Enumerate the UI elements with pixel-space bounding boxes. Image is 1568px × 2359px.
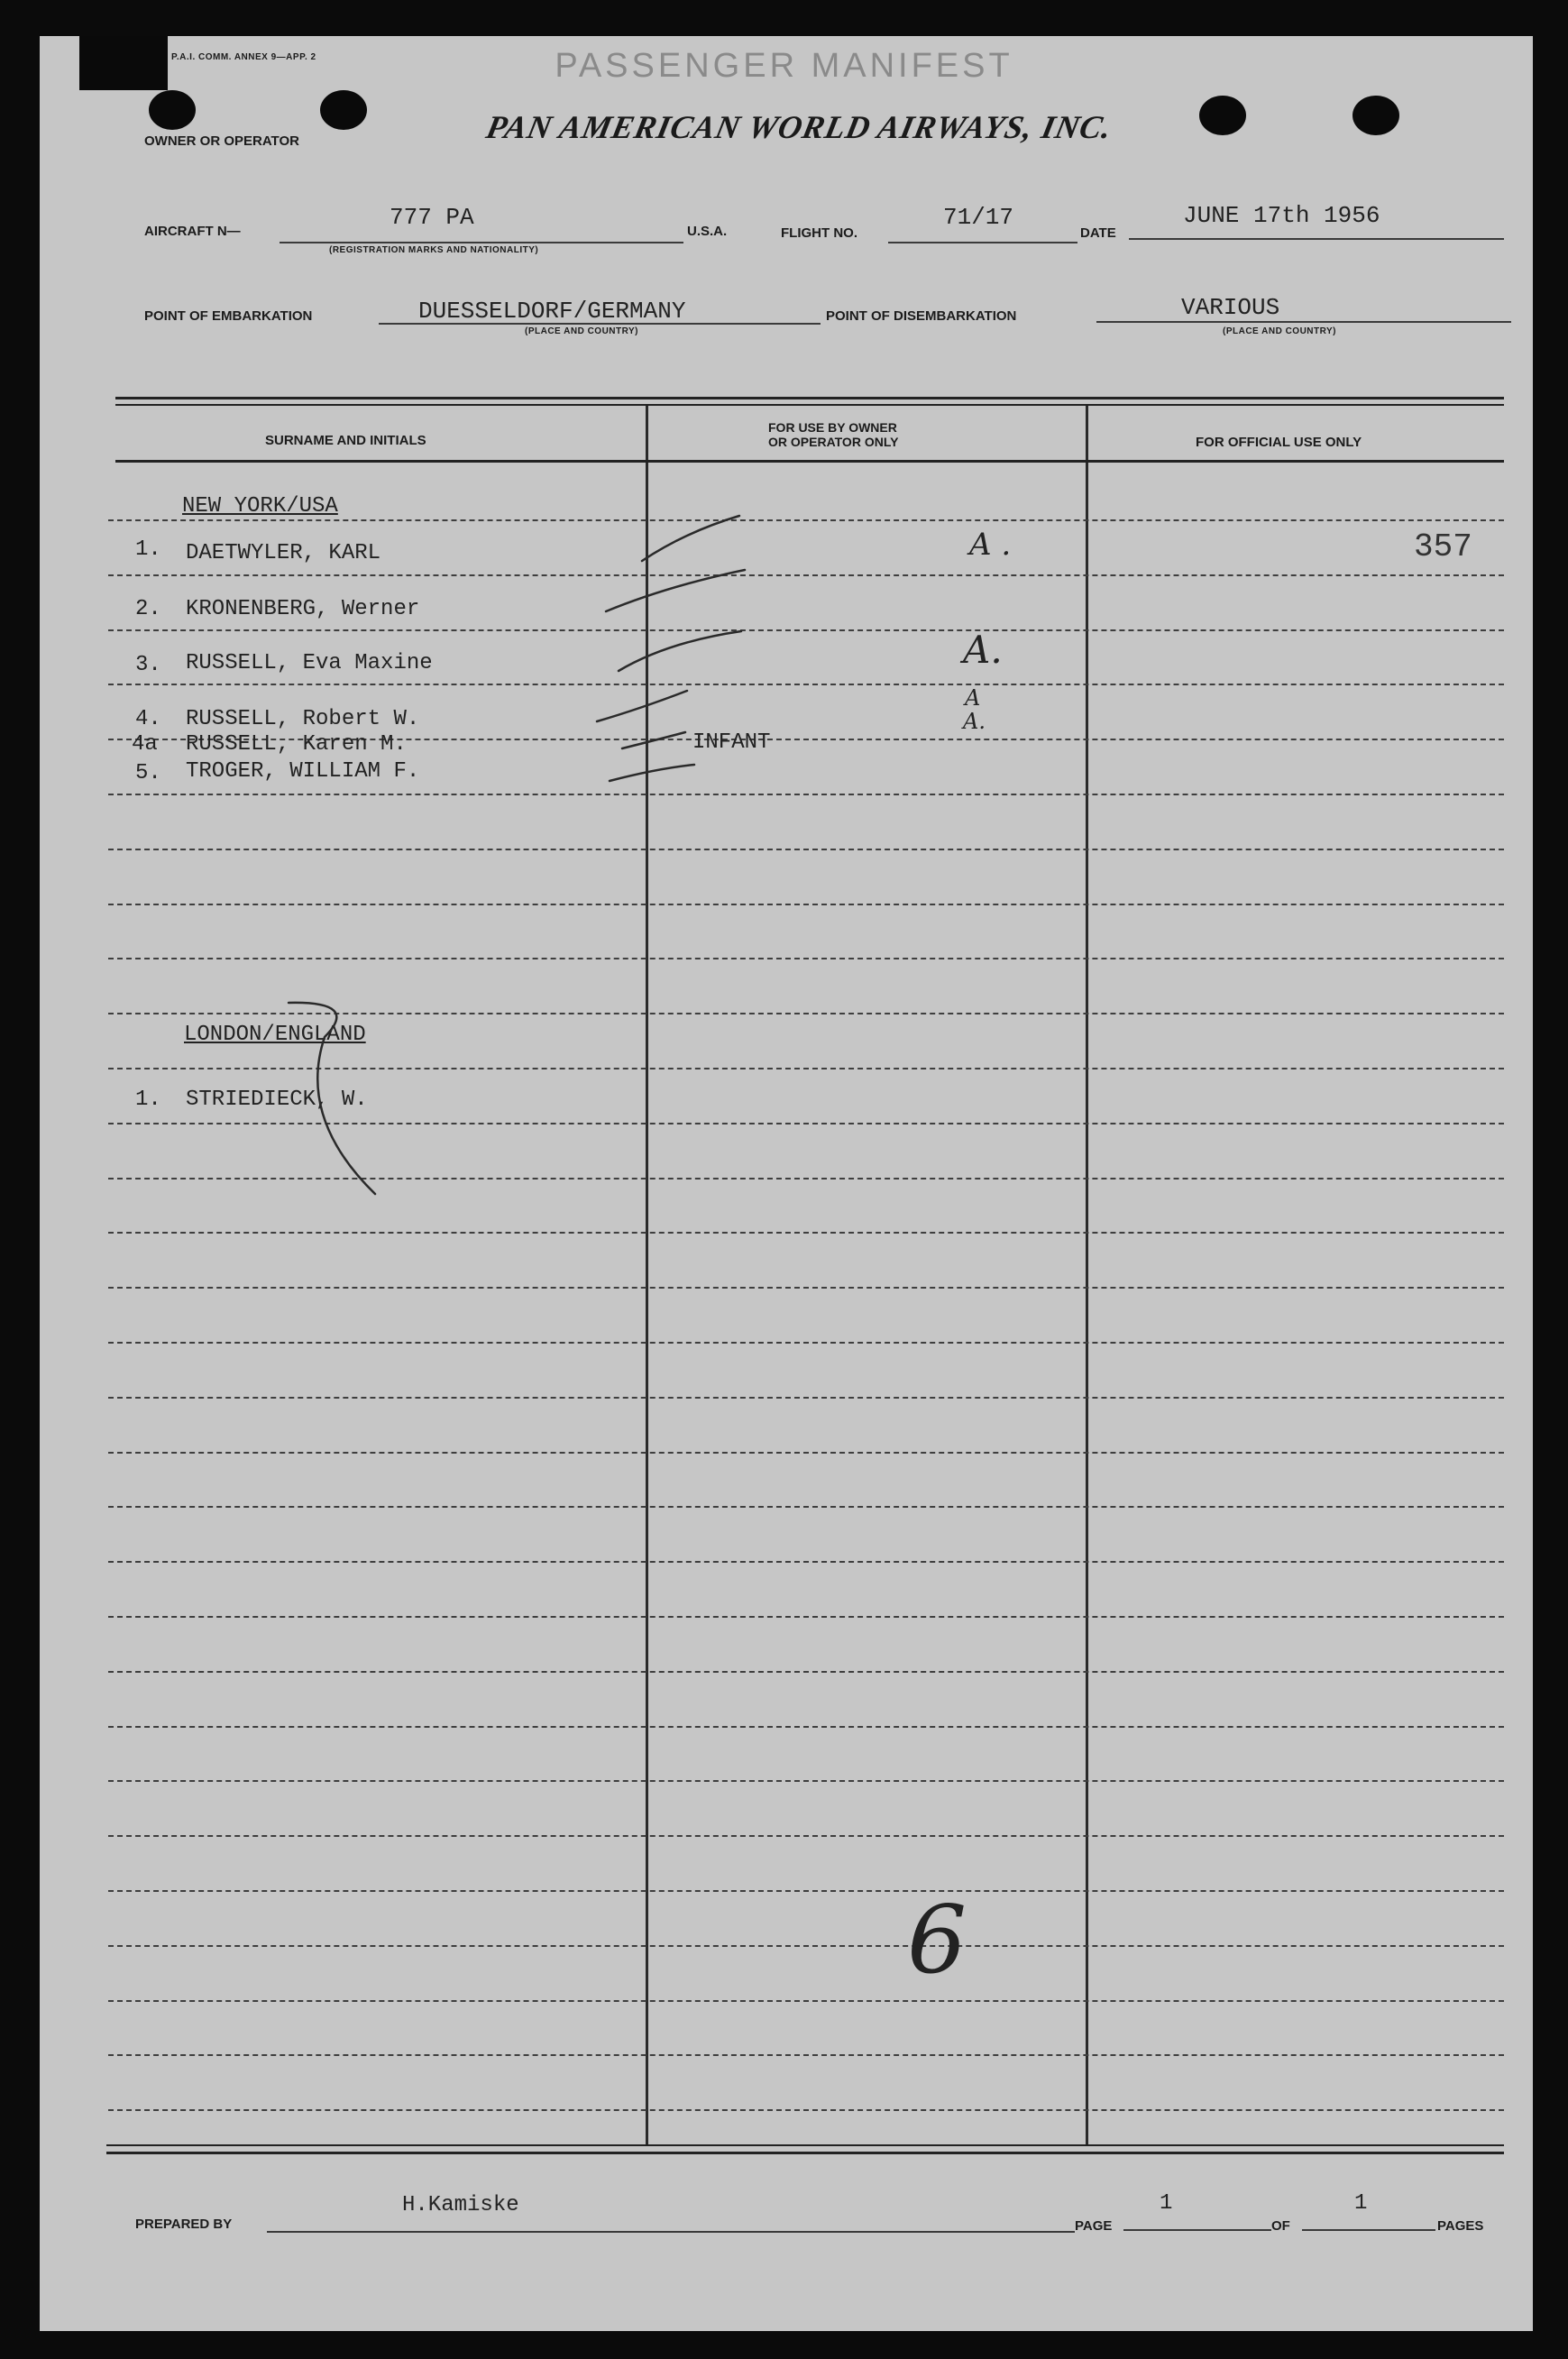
operator-mark: A. (963, 628, 1003, 672)
disembarkation-label: POINT OF DISEMBARKATION (826, 308, 1017, 324)
group-heading: NEW YORK/USA (182, 494, 338, 519)
page-title: PASSENGER MANIFEST (555, 47, 1013, 85)
date-label: DATE (1080, 225, 1116, 241)
pages-label: PAGES (1437, 2218, 1484, 2234)
passenger-name: TROGER, WILLIAM F. (186, 759, 420, 784)
passenger-name: RUSSELL, Eva Maxine (186, 651, 433, 675)
aircraft-value: 777 PA (390, 204, 474, 231)
embarkation-sublabel: (PLACE AND COUNTRY) (525, 326, 638, 336)
group-heading: LONDON/ENGLAND (184, 1023, 366, 1047)
passenger-name: STRIEDIECK, W. (186, 1088, 368, 1112)
row-number: 4a (132, 732, 158, 757)
passenger-name: RUSSELL, Karen M. (186, 732, 407, 757)
handwritten-total: 6 (907, 1885, 967, 1995)
passenger-note: INFANT (692, 730, 771, 755)
disembarkation-sublabel: (PLACE AND COUNTRY) (1223, 326, 1336, 336)
embarkation-label: POINT OF EMBARKATION (144, 308, 313, 324)
passenger-name: DAETWYLER, KARL (186, 541, 381, 565)
prepared-label: PREPARED BY (135, 2217, 233, 2232)
col-surname: SURNAME AND INITIALS (265, 433, 426, 448)
usa-label: U.S.A. (687, 224, 728, 239)
aircraft-label: AIRCRAFT N— (144, 224, 241, 239)
date-value: JUNE 17th 1956 (1183, 202, 1380, 229)
passenger-name: RUSSELL, Robert W. (186, 707, 420, 731)
row-number: 3. (135, 653, 161, 677)
page-label: PAGE (1075, 2218, 1113, 2234)
operator-mark: A (965, 685, 981, 711)
owner-label: OWNER OR OPERATOR (144, 133, 299, 149)
col-owner-use-2: OR OPERATOR ONLY (768, 435, 899, 449)
prepared-value: H.Kamiske (402, 2193, 519, 2217)
operator-mark: A . (969, 527, 1012, 563)
row-number: 1. (135, 537, 161, 562)
row-number: 4. (135, 707, 161, 731)
aircraft-sublabel: (REGISTRATION MARKS AND NATIONALITY) (329, 245, 539, 255)
embarkation-value: DUESSELDORF/GERMANY (418, 298, 686, 325)
row-number: 5. (135, 761, 161, 785)
row-number: 1. (135, 1088, 161, 1112)
operator-name: PAN AMERICAN WORLD AIRWAYS, INC. (482, 109, 1116, 145)
of-value: 1 (1354, 2191, 1368, 2216)
form-code: P.A.I. COMM. ANNEX 9—APP. 2 (171, 52, 316, 62)
official-number: 357 (1414, 528, 1472, 565)
page-value: 1 (1160, 2191, 1173, 2216)
of-label: OF (1271, 2218, 1290, 2234)
row-number: 2. (135, 597, 161, 621)
passenger-name: KRONENBERG, Werner (186, 597, 420, 621)
disembarkation-value: VARIOUS (1181, 294, 1280, 321)
col-official: FOR OFFICIAL USE ONLY (1196, 435, 1362, 450)
flight-value: 71/17 (943, 204, 1014, 231)
col-owner-use-1: FOR USE BY OWNER (768, 420, 897, 435)
flight-label: FLIGHT NO. (781, 225, 857, 241)
operator-mark: A. (963, 709, 986, 734)
